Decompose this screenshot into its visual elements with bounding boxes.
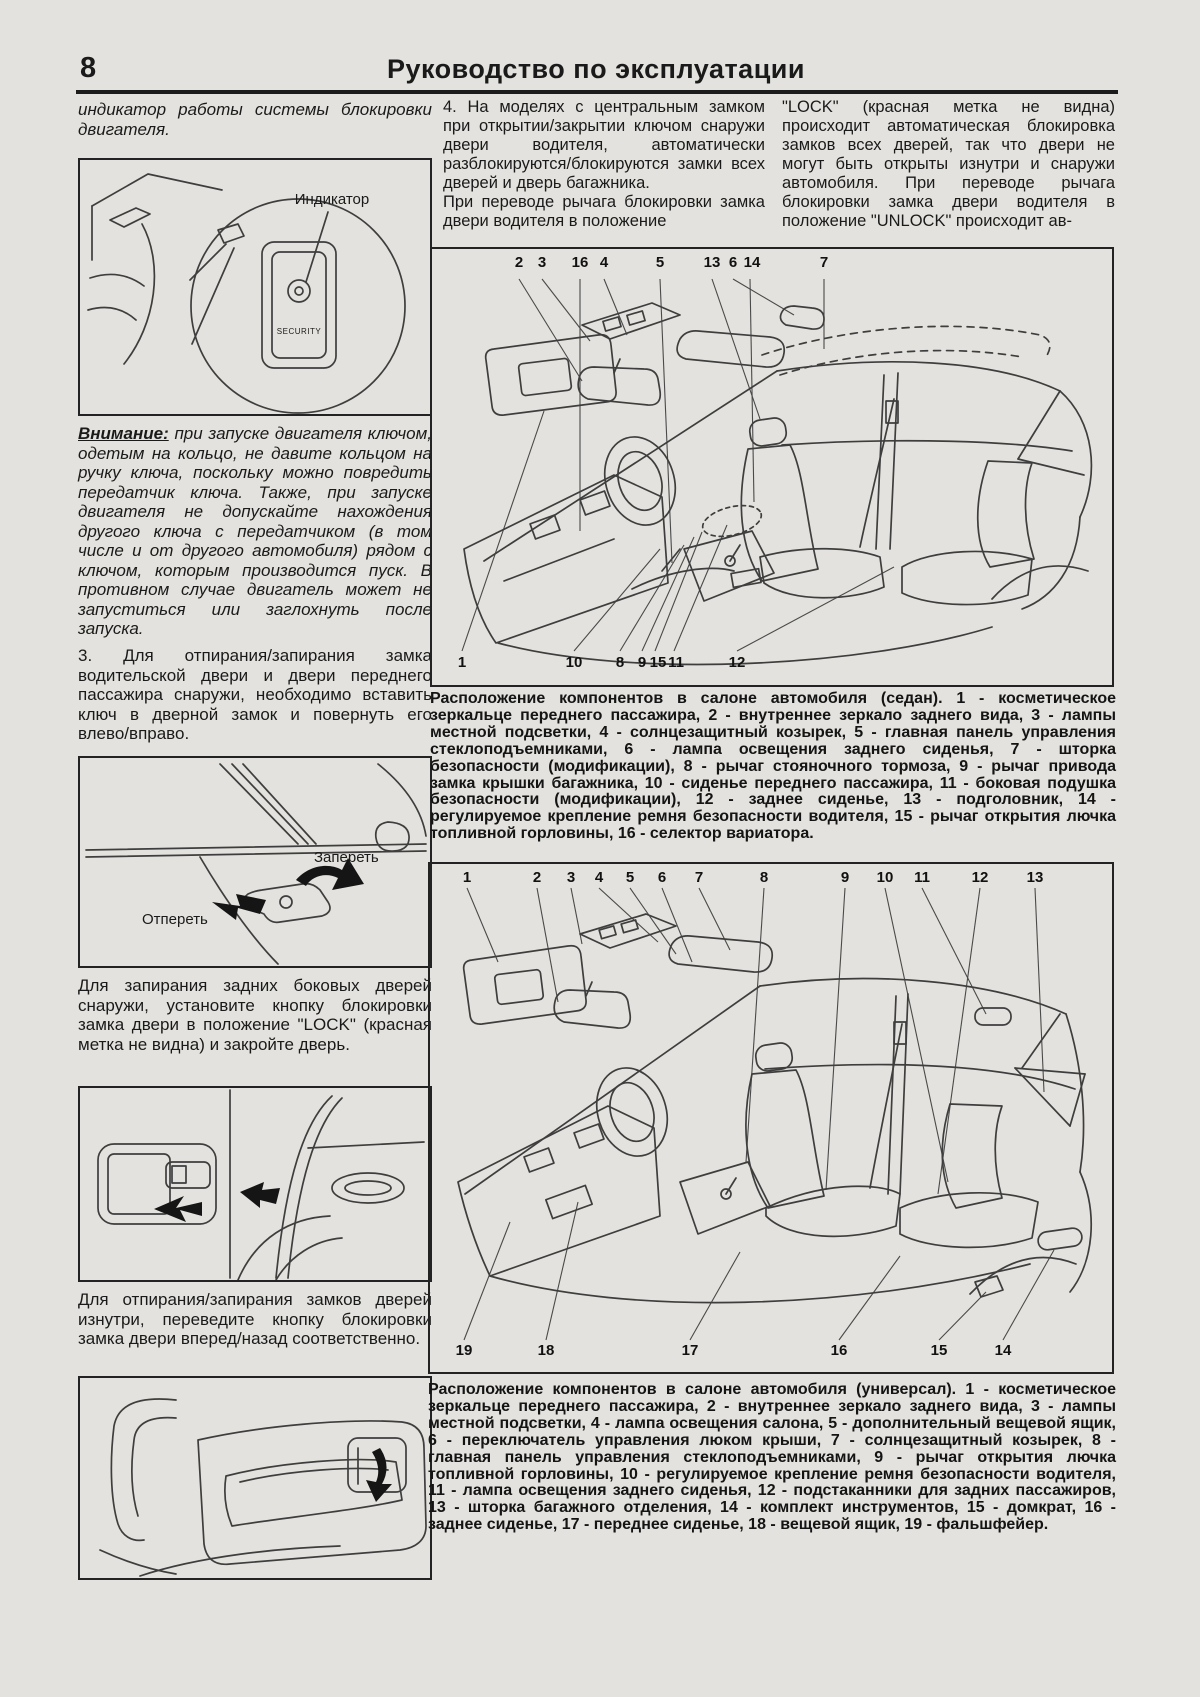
sedan-interior-drawing [432, 249, 1112, 685]
security-indicator-drawing [80, 160, 430, 414]
paragraph-4a: 4. На моделях с центральным замком при открытии/закрытии ключом снаружи двери водителя, автоматически разблокируются/блокируются замки всех дверей и дверь багажника. [443, 98, 765, 192]
callout-number: 15 [649, 654, 667, 671]
label-unlock: Отпереть [142, 911, 208, 928]
callout-number: 9 [840, 869, 850, 886]
paragraph-3: 3. Для отпирания/запирания замка водительской двери и двери переднего пассажира снаружи, необходимо вставить ключ в дверной замок и повернуть его влево/вправо. [78, 646, 432, 743]
callout-number: 10 [876, 869, 894, 886]
warning-note [78, 424, 432, 639]
callout-number: 13 [1026, 869, 1044, 886]
page-number: 8 [80, 52, 97, 84]
callout-number: 12 [728, 654, 746, 671]
inner-handle-drawing [80, 1088, 430, 1280]
column-3-text [782, 98, 1115, 231]
warning-lead: Внимание: [78, 424, 169, 443]
callout-number: 10 [565, 654, 583, 671]
callout-number: 18 [537, 1342, 555, 1359]
lock-knob-arrow-icon [366, 1448, 392, 1502]
door-key-drawing [80, 758, 430, 966]
security-button-label: SECURITY [276, 327, 322, 336]
indicator-pointer-label: Индикатор [294, 191, 370, 208]
callout-number: 7 [694, 869, 704, 886]
callout-number: 1 [457, 654, 467, 671]
warning-body: при запуске двигателя ключом, одетым на кольцо, не давите кольцом на ручку ключа, поскольку можно повредить передатчик ключа. Также, при запуске двигателя не допускайте нахождения другого ключа с передатчиком (в том числе и от другого автомобиля) рядом с ключом, которым производится пуск. В противном случае двигатель может не запуститься или заглохнуть после запуска. [78, 424, 432, 638]
door-panel-drawing [80, 1378, 430, 1578]
callout-number: 15 [930, 1342, 948, 1359]
label-lock: Запереть [314, 849, 379, 866]
intro-text: индикатор работы системы блокировки двигателя. [78, 100, 432, 139]
wagon-interior-drawing [430, 864, 1112, 1372]
figure-security-indicator [78, 158, 432, 416]
paragraph-4c: "LOCK" (красная метка не видна) происходит автоматическая блокировка замков всех дверей, так что двери не могут быть открыты изнутри и снаружи автомобиля. При переводе рычага блокировки замка двери водителя в положение "UNLOCK" происходит ав- [782, 98, 1115, 230]
callout-number: 19 [455, 1342, 473, 1359]
callout-number: 4 [594, 869, 604, 886]
callout-number: 4 [599, 254, 609, 271]
wagon-caption: Расположение компонентов в салоне автомобиля (универсал). 1 - косметическое зеркальце переднего пассажира, 2 - внутреннее зеркало заднего вида, 3 - лампы местной подсветки, 4 - лампа освещения салона, 5 - дополнительный вещевой ящик, 6 - переключатель управления люком крыши, 7 - солнцезащитный козырек, 8 - главная панель управления стеклоподъемниками, 9 - рычаг открытия лючка топливной горловины, 10 - регулируемое крепление ремня безопасности водителя, 11 - лампа освещения заднего сиденья, 12 - подстаканники для задних пассажиров, 13 - шторка багажного отделения, 14 - комплект инструментов, 15 - домкрат, 16 - заднее сиденье, 17 - переднее сиденье, 18 - вещевой ящик, 19 - фальшфейер. [428, 1381, 1116, 1534]
callout-number: 11 [668, 654, 684, 671]
column-2-text [443, 98, 765, 231]
callout-number: 6 [728, 254, 738, 271]
callout-number: 13 [703, 254, 721, 271]
page-title: Руководство по эксплуатации [386, 54, 805, 84]
figure-sedan-interior [430, 247, 1114, 687]
paragraph-lock-rear: Для запирания задних боковых дверей снаружи, установите кнопку блокировки замка двери в положение "LOCK" (красная метка не видна) и закройте дверь. [78, 976, 432, 1054]
callout-number: 16 [571, 254, 589, 271]
callout-number: 12 [971, 869, 989, 886]
callout-number: 5 [655, 254, 665, 271]
callout-number: 8 [615, 654, 625, 671]
callout-number: 17 [681, 1342, 699, 1359]
callout-number: 2 [514, 254, 524, 271]
callout-number: 11 [914, 869, 930, 886]
callout-number: 6 [657, 869, 667, 886]
callout-number: 14 [743, 254, 761, 271]
figure-key-lock-outside [78, 756, 432, 968]
callout-number: 14 [994, 1342, 1012, 1359]
callout-number: 3 [566, 869, 576, 886]
paragraph-4b: При переводе рычага блокировки замка двери водителя в положение [443, 193, 765, 230]
callout-number: 3 [537, 254, 547, 271]
handle-arrow-icon [154, 1196, 202, 1222]
callout-number: 5 [625, 869, 635, 886]
callout-number: 16 [830, 1342, 848, 1359]
callout-number: 8 [759, 869, 769, 886]
callout-number: 9 [637, 654, 647, 671]
figure-wagon-interior [428, 862, 1114, 1374]
sedan-caption: Расположение компонентов в салоне автомобиля (седан). 1 - косметическое зеркальце переднего пассажира, 2 - внутреннее зеркало заднего вида, 3 - лампы местной подсветки, 4 - солнцезащитный козырек, 5 - главная панель управления стеклоподъемниками, 6 - лампа освещения заднего сиденья, 7 - шторка безопасности (модификации), 8 - рычаг стояночного тормоза, 9 - рычаг привода замка крышки багажника, 10 - сиденье переднего пассажира, 11 - боковая подушка безопасности (модификации), 12 - заднее сиденье, 13 - подголовник, 14 - регулируемое крепление ремня безопасности водителя, 15 - рычаг открытия лючка топливной горловины, 16 - селектор вариатора. [430, 690, 1116, 843]
paragraph-unlock-inside: Для отпирания/запирания замков дверей изнутри, переведите кнопку блокировки замка двери вперед/назад соответственно. [78, 1290, 432, 1348]
callout-number: 7 [819, 254, 829, 271]
figure-inner-handle-and-door-edge [78, 1086, 432, 1282]
callout-number: 2 [532, 869, 542, 886]
header-rule [76, 90, 1118, 94]
figure-front-door-panel [78, 1376, 432, 1580]
callout-number: 1 [462, 869, 472, 886]
door-edge-arrow-icon [240, 1182, 280, 1208]
